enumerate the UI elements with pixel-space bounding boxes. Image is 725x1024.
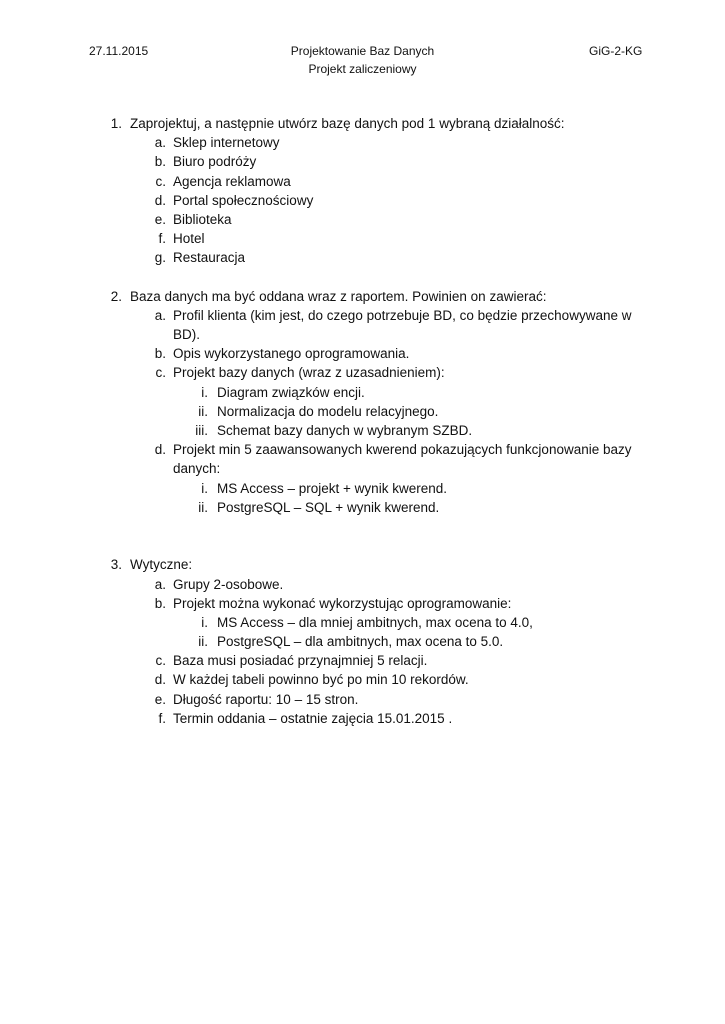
list-item xyxy=(0,229,725,248)
sublist-text: PostgreSQL – dla ambitnych, max ocena to 5.0. xyxy=(217,634,504,650)
list-marker: c. xyxy=(155,653,166,669)
list-item xyxy=(0,575,725,594)
list-item xyxy=(0,248,725,267)
list-marker: f. xyxy=(158,231,166,247)
list-text: Projekt bazy danych (wraz z uzasadnieniem): xyxy=(173,365,445,381)
list-item-continuation xyxy=(0,459,725,478)
list-item xyxy=(0,690,725,709)
list-marker: g. xyxy=(154,250,166,266)
section-marker: 2. xyxy=(110,288,122,304)
list-text: Restauracja xyxy=(173,250,246,266)
list-item xyxy=(0,594,725,613)
sublist-marker: iii. xyxy=(195,423,208,438)
list-marker: b. xyxy=(154,154,166,170)
list-text: Opis wykorzystanego oprogramowania. xyxy=(173,346,410,362)
list-marker: a. xyxy=(154,307,166,323)
list-marker: a. xyxy=(154,135,166,151)
list-text: Biblioteka xyxy=(173,211,232,227)
sublist-item xyxy=(0,498,725,517)
section-item xyxy=(0,114,725,133)
sublist-item xyxy=(0,479,725,498)
list-item xyxy=(0,152,725,171)
list-item xyxy=(0,344,725,363)
list-item-continuation xyxy=(0,325,725,344)
list-item xyxy=(0,306,725,325)
list-text: Portal społecznościowy xyxy=(173,192,314,208)
list-item xyxy=(0,191,725,210)
spacer xyxy=(0,517,725,536)
list-text: W każdej tabeli powinno być po min 10 rekordów. xyxy=(173,672,469,688)
list-marker: c. xyxy=(155,173,166,189)
list-text: Termin oddania – ostatnie zajęcia 15.01.2015 . xyxy=(173,710,453,726)
list-item xyxy=(0,440,725,459)
list-item xyxy=(0,709,725,728)
list-text: Sklep internetowy xyxy=(173,135,280,151)
sublist-marker: i. xyxy=(201,480,208,496)
list-text: Baza musi posiadać przynajmniej 5 relacji. xyxy=(173,653,428,669)
sublist-item xyxy=(0,383,725,402)
list-item xyxy=(0,210,725,229)
list-text: Agencja reklamowa xyxy=(173,173,291,189)
list-text: Projekt min 5 zaawansowanych kwerend pokazujących funkcjonowanie bazy xyxy=(173,442,632,458)
list-marker: e. xyxy=(154,691,166,707)
list-text: Długość raportu: 10 – 15 stron. xyxy=(173,691,359,707)
list-marker: c. xyxy=(155,365,166,381)
list-marker: b. xyxy=(154,595,166,611)
sublist-text: Normalizacja do modelu relacyjnego. xyxy=(217,403,439,419)
header-title: Projektowanie Baz Danych xyxy=(290,44,435,58)
list-text: Profil klienta (kim jest, do czego potrzebuje BD, co będzie przechowywane w xyxy=(173,307,632,323)
sublist-item xyxy=(0,632,725,651)
list-item xyxy=(0,363,725,382)
list-item xyxy=(0,172,725,191)
section-text: Wytyczne: xyxy=(130,557,193,573)
spacer xyxy=(0,268,725,287)
sublist-marker: i. xyxy=(201,384,208,400)
sublist-text: Schemat bazy danych w wybranym SZBD. xyxy=(217,423,473,438)
header-code: GiG-2-KG xyxy=(589,44,643,58)
spacer xyxy=(0,536,725,555)
section-item xyxy=(0,287,725,306)
list-text: Grupy 2-osobowe. xyxy=(173,576,284,592)
list-text: danych: xyxy=(173,461,221,477)
sublist-text: PostgreSQL – SQL + wynik kwerend. xyxy=(217,499,440,515)
list-marker: d. xyxy=(154,442,166,458)
list-marker: d. xyxy=(154,672,166,688)
sublist-text: Diagram związków encji. xyxy=(217,384,365,400)
sublist-text: MS Access – projekt + wynik kwerend. xyxy=(217,480,447,496)
list-marker: b. xyxy=(154,346,166,362)
list-text: Hotel xyxy=(173,231,205,247)
list-marker: d. xyxy=(154,192,166,208)
sublist-item xyxy=(0,421,725,440)
sublist-text: MS Access – dla mniej ambitnych, max ocena to 4.0, xyxy=(217,614,533,630)
list-item xyxy=(0,651,725,670)
list-marker: f. xyxy=(158,710,166,726)
section-text: Baza danych ma być oddana wraz z raportem. Powinien on zawierać: xyxy=(130,288,547,304)
sublist-marker: ii. xyxy=(198,634,208,650)
section-item xyxy=(0,555,725,574)
sublist-marker: ii. xyxy=(198,403,208,419)
sublist-item xyxy=(0,613,725,632)
section-text: Zaprojektuj, a następnie utwórz bazę danych pod 1 wybraną działalność: xyxy=(130,116,565,131)
list-item xyxy=(0,133,725,152)
list-text: Biuro podróży xyxy=(173,154,257,170)
sublist-marker: ii. xyxy=(198,499,208,515)
list-marker: e. xyxy=(154,211,166,227)
sublist-marker: i. xyxy=(201,614,208,630)
header-subtitle: Projekt zaliczeniowy xyxy=(308,62,417,76)
list-marker: a. xyxy=(154,576,166,592)
list-item xyxy=(0,670,725,689)
section-marker: 1. xyxy=(110,116,122,131)
sublist-item xyxy=(0,402,725,421)
list-text: BD). xyxy=(173,327,200,343)
document-body xyxy=(0,114,725,728)
list-text: Projekt można wykonać wykorzystując oprogramowanie: xyxy=(173,595,512,611)
header-date: 27.11.2015 xyxy=(89,44,149,58)
section-marker: 3. xyxy=(110,557,122,573)
